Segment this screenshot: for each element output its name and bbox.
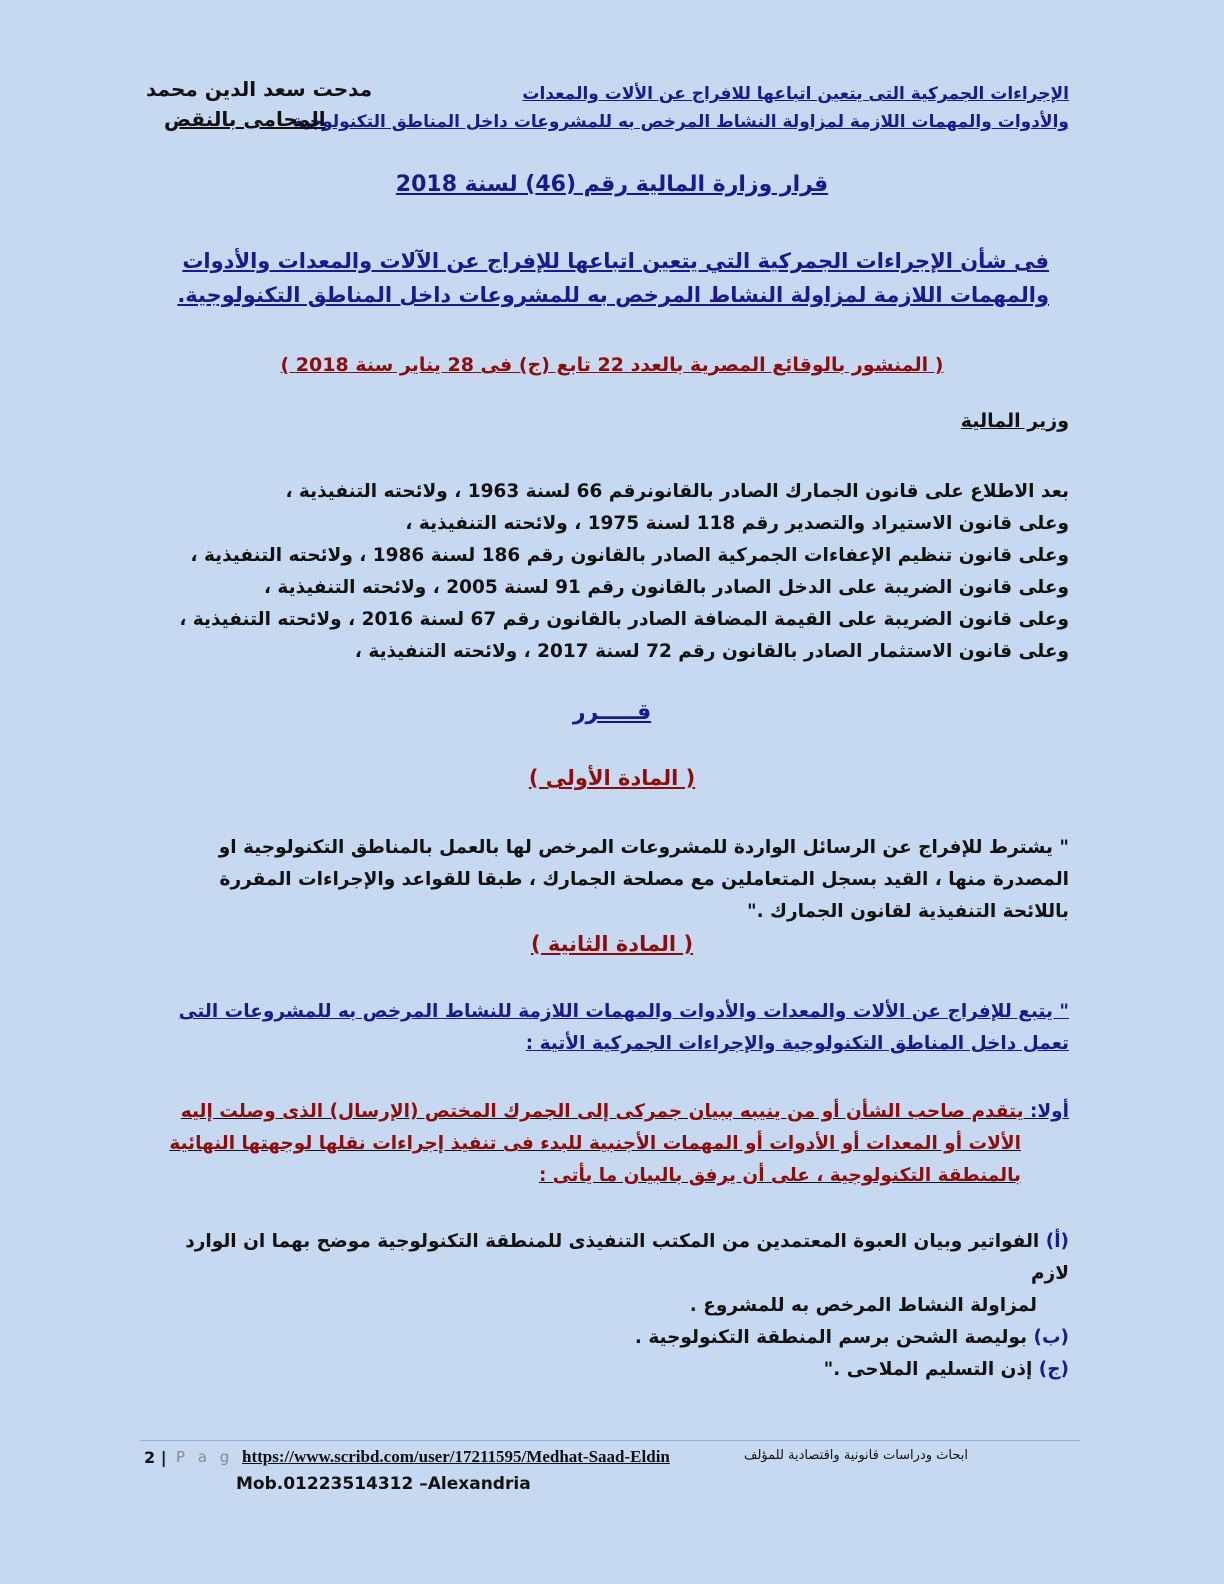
clause-first-line3: بالمنطقة التكنولوجية ، على أن يرفق بالبيان ما يأتى : xyxy=(538,1165,1021,1186)
footer-description: ابحاث ودراسات قانونية واقتصادية للمؤلف xyxy=(744,1448,968,1463)
item-text: إذن التسليم الملاحى ." xyxy=(823,1359,1033,1380)
decree-title: قرار وزارة المالية رقم (46) لسنة 2018 xyxy=(395,172,829,197)
recitals xyxy=(129,476,1069,668)
footer-mobile: Mob.01223514312 –Alexandria xyxy=(236,1474,531,1494)
recital-line: بعد الاطلاع على قانون الجمارك الصادر بالقانونرقم 66 لسنة 1963 ، ولائحته التنفيذية ، xyxy=(285,481,1069,502)
page-word: P a g e xyxy=(176,1448,256,1466)
clause-first-label: أولا: xyxy=(1029,1101,1069,1122)
page-footer xyxy=(140,1446,1080,1470)
item-text: بوليصة الشحن برسم المنطقة التكنولوجية . xyxy=(634,1327,1028,1348)
header-title-line2: والأدوات والمهمات اللازمة لمزاولة النشاط المرخص به للمشروعات داخل المناطق التكنولوجية xyxy=(292,112,1069,132)
item-continuation: لمزاولة النشاط المرخص به للمشروع . xyxy=(689,1295,1037,1316)
decree-subject: فى شأن الإجراءات الجمركية التي يتعين اتباعها للإفراج عن الآلات والمعدات والأدوات والمهمات اللازمة لمزاولة النشاط المرخص به للمشروعات داخل المناطق التكنولوجية. xyxy=(177,249,1049,307)
footer-divider xyxy=(140,1440,1080,1441)
author-name: مدحت سعد الدين محمد xyxy=(146,77,373,101)
header-title-line1: الإجراءات الجمركية التى يتعين اتباعها للافراج عن الألات والمعدات xyxy=(522,84,1069,104)
item-label: (أ) xyxy=(1045,1231,1069,1252)
recital-line: وعلى قانون تنظيم الإعفاءات الجمركية الصادر بالقانون رقم 186 لسنة 1986 ، ولائحته التنفيذية ، xyxy=(190,545,1069,566)
article1-heading: ( المادة الأولى ) xyxy=(528,766,696,790)
clause-items xyxy=(149,1226,1069,1386)
author-role: المحامى بالنقض xyxy=(164,107,326,131)
recital-line: وعلى قانون الضريبة على القيمة المضافة الصادر بالقانون رقم 67 لسنة 2016 ، ولائحته التنفيذية ، xyxy=(179,609,1069,630)
recital-line: وعلى قانون الاستثمار الصادر بالقانون رقم 72 لسنة 2017 ، ولائحته التنفيذية ، xyxy=(354,641,1069,662)
article2-heading: ( المادة الثانية ) xyxy=(530,932,694,956)
author-block xyxy=(140,74,390,134)
page-number: 2 | xyxy=(144,1448,167,1467)
author-profile-link[interactable]: https://www.scribd.com/user/17211595/Medhat-Saad-Eldin xyxy=(242,1447,670,1466)
item-text: الفواتير وبيان العبوة المعتمدين من المكتب التنفيذى للمنطقة التكنولوجية موضح بهما ان الوارد لازم xyxy=(185,1231,1069,1284)
header-title xyxy=(292,80,1069,136)
recital-line: وعلى قانون الاستيراد والتصدير رقم 118 لسنة 1975 ، ولائحته التنفيذية ، xyxy=(405,513,1069,534)
item-label: (ج) xyxy=(1038,1359,1069,1380)
list-item xyxy=(149,1226,1069,1290)
article1-text: " يشترط للإفراج عن الرسائل الواردة للمشروعات المرخص لها بالعمل بالمناطق التكنولوجية او المصدرة منها ، القيد بسجل المتعاملين مع مصلحة الجمارك ، طبقا للقواعد والإجراءات المقررة باللائحة التنفيذية لقانون الجمارك ." xyxy=(218,837,1069,922)
publication-note: ( المنشور بالوقائع المصرية بالعدد 22 تابع (ج) فى 28 يناير سنة 2018 ) xyxy=(280,354,944,376)
minister-heading: وزير المالية xyxy=(960,410,1069,432)
item-label: (ب) xyxy=(1033,1327,1069,1348)
clause-first-line1: يتقدم صاحب الشأن أو من ينيبه ببيان جمركى إلى الجمرك المختص (الإرسال) الذى وصلت إليه xyxy=(180,1101,1024,1122)
article2-text: " يتبع للإفراج عن الألات والمعدات والأدوات والمهمات اللازمة للنشاط المرخص به للمشروعات التى تعمل داخل المناطق التكنولوجية والإجراءات الجمركية الأتية : xyxy=(178,1001,1069,1054)
list-item xyxy=(149,1354,1069,1386)
clause-first-line2: الألات أو المعدات أو الأدوات أو المهمات الأجنبية للبدء فى تنفيذ إجراءات نقلها لوجهتها النهائية xyxy=(169,1133,1021,1154)
recital-line: وعلى قانون الضريبة على الدخل الصادر بالقانون رقم 91 لسنة 2005 ، ولائحته التنفيذية ، xyxy=(263,577,1069,598)
decided-heading: قـــــرر xyxy=(572,700,652,725)
list-item xyxy=(149,1322,1069,1354)
clause-first xyxy=(169,1096,1069,1192)
